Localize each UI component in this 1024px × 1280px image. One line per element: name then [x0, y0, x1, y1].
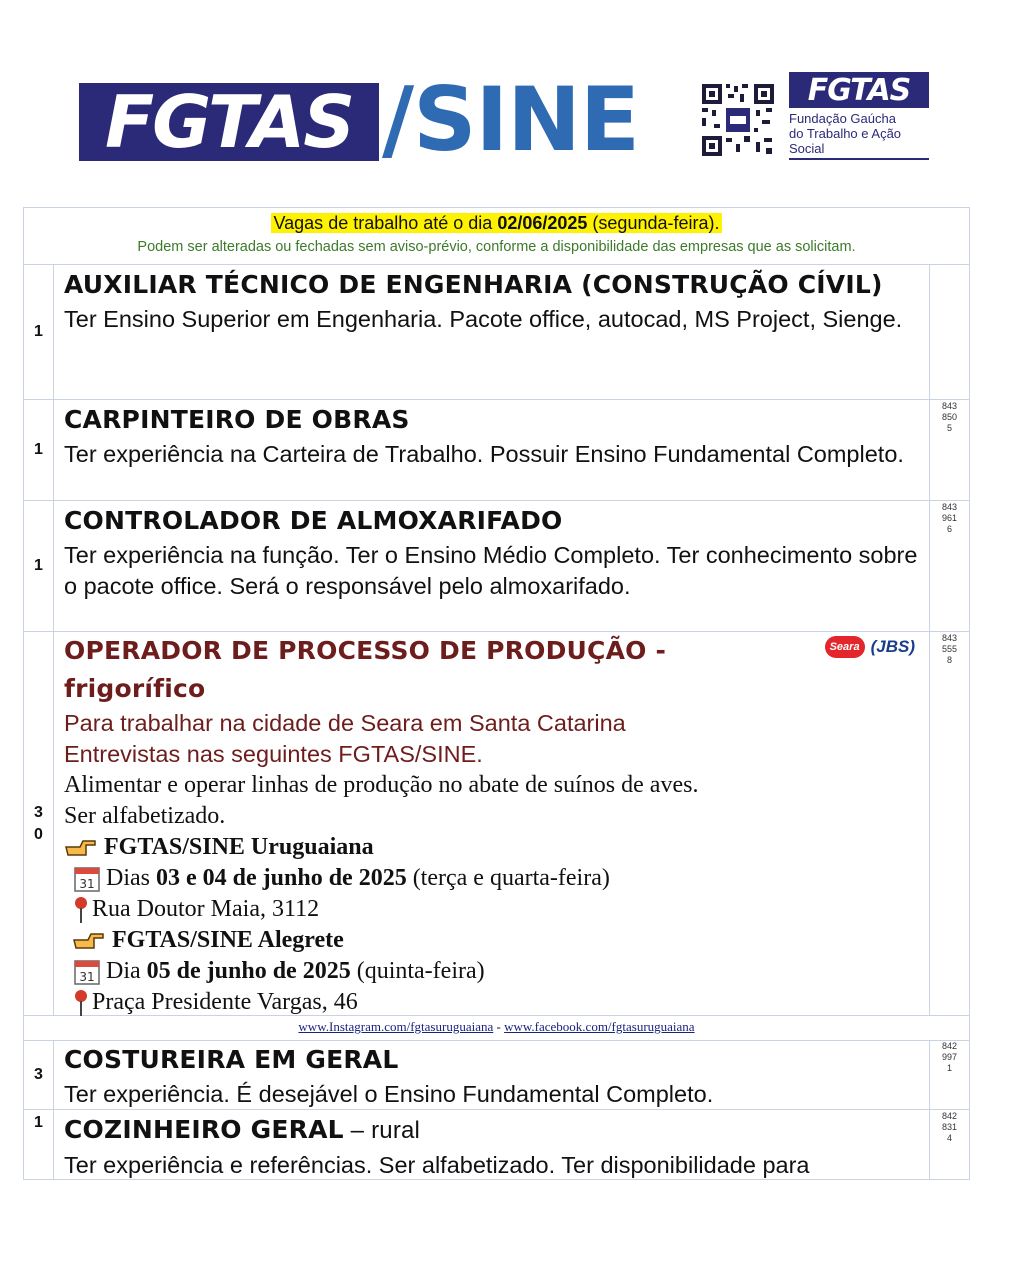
- logo-subtitle-line1: Fundação Gaúcha: [789, 111, 896, 126]
- job-content: [64, 632, 925, 1018]
- calendar-icon: [74, 959, 100, 985]
- logo-subtitle-line2: do Trabalho e Ação Social: [789, 126, 902, 156]
- fgtas-secondary-logo-box: [789, 72, 929, 108]
- social-links-row: [24, 1016, 969, 1041]
- date-bold: 05 de junho de 2025: [146, 958, 351, 984]
- fgtas-secondary-logo: [789, 72, 929, 156]
- job-code: 843 850 5: [929, 400, 969, 500]
- banner-row: [24, 208, 969, 265]
- company-logos: [825, 636, 915, 658]
- banner-highlight: [271, 213, 721, 233]
- job-quantity: 3 0: [24, 632, 54, 1015]
- job-quantity: 1: [24, 1110, 54, 1179]
- calendar-day-text: 31: [79, 970, 95, 985]
- map-pin-icon: [74, 989, 88, 1017]
- job-row: [24, 400, 969, 501]
- job-code: 843 961 6: [929, 501, 969, 631]
- location-date: [64, 956, 925, 987]
- calendar-day-text: 31: [79, 877, 95, 892]
- date-suffix: (quinta-feira): [350, 958, 485, 984]
- fgtas-secondary-logo-text: FGTAS: [807, 72, 911, 108]
- job-description: Ter experiência na função. Ter o Ensino Médio Completo. Ter conhecimento sobre o pacote office. Será o responsável pelo almoxarifado.: [64, 542, 918, 599]
- job-city-line: Para trabalhar na cidade de Seara em Santa Catarina: [64, 710, 626, 736]
- job-description: Alimentar e operar linhas de produção no abate de suínos de aves.: [64, 772, 699, 798]
- job-code: [929, 264, 969, 399]
- date-prefix: Dia: [106, 958, 147, 984]
- job-title: CONTROLADOR DE ALMOXARIFADO: [64, 506, 563, 535]
- job-row: [24, 501, 969, 632]
- job-title-suffix: – rural: [343, 1117, 421, 1144]
- jbs-logo: (JBS): [870, 637, 915, 656]
- calendar-icon: [74, 866, 100, 892]
- job-row: [24, 1110, 969, 1179]
- job-title: OPERADOR DE PROCESSO DE PRODUÇÃO -: [64, 636, 667, 665]
- banner-main: [24, 212, 969, 234]
- job-quantity: 1: [24, 400, 54, 500]
- job-content: [64, 1111, 925, 1181]
- banner-date: 02/06/2025: [497, 213, 588, 233]
- instagram-link[interactable]: www.Instagram.com/fgtasuruguaiana: [298, 1019, 494, 1034]
- job-title-sub: frigorífico: [64, 674, 206, 703]
- job-description: Ter Ensino Superior em Engenharia. Pacote office, autocad, MS Project, Sienge.: [64, 306, 903, 332]
- pointing-hand-icon: [64, 837, 98, 859]
- address-text: Rua Doutor Maia, 3112: [92, 896, 320, 922]
- map-pin-icon: [74, 896, 88, 924]
- job-code: 843 555 8: [929, 632, 969, 1015]
- date-suffix: (terça e quarta-feira): [406, 865, 610, 891]
- job-row: [24, 1040, 969, 1110]
- job-title: AUXILIAR TÉCNICO DE ENGENHARIA (CONSTRUÇÃO CÍVIL): [64, 270, 883, 299]
- job-code: 842 997 1: [929, 1040, 969, 1109]
- job-title: COSTUREIRA EM GERAL: [64, 1045, 399, 1074]
- job-title: [64, 1111, 925, 1150]
- fgtas-logo-text: FGTAS: [104, 80, 354, 164]
- job-content: [64, 266, 925, 335]
- job-quantity: 1: [24, 501, 54, 631]
- job-row: [24, 632, 969, 1016]
- location-name: [64, 925, 925, 956]
- job-description: Ter experiência. É desejável o Ensino Fundamental Completo.: [64, 1081, 714, 1107]
- banner-prefix: Vagas de trabalho até o dia: [273, 213, 498, 233]
- location-date: [64, 863, 925, 894]
- page-header: [0, 60, 1024, 180]
- jobs-table: [23, 207, 970, 1180]
- job-content: [64, 401, 925, 470]
- job-title: CARPINTEIRO DE OBRAS: [64, 405, 410, 434]
- address-text: Praça Presidente Vargas, 46: [92, 989, 358, 1015]
- job-row: [24, 264, 969, 400]
- job-description: Ter experiência e referências. Ser alfabetizado. Ter disponibilidade para: [64, 1152, 810, 1178]
- job-title-text: COZINHEIRO GERAL: [64, 1115, 344, 1144]
- fgtas-logo: [79, 80, 379, 164]
- job-quantity: 1: [24, 264, 54, 399]
- pointing-hand-icon: [72, 930, 106, 952]
- links-separator: -: [493, 1019, 505, 1034]
- job-content: [64, 502, 925, 602]
- banner-subtitle: Podem ser alteradas ou fechadas sem aviso-prévio, conforme a disponibilidade das empresas que as solicitam.: [137, 239, 856, 255]
- job-requirement: Ser alfabetizado.: [64, 803, 226, 829]
- banner-suffix: (segunda-feira).: [587, 213, 720, 233]
- location-name: [64, 832, 925, 863]
- location-name-text: FGTAS/SINE Uruguaiana: [104, 834, 374, 860]
- job-content: [64, 1041, 925, 1110]
- date-prefix: Dias: [106, 865, 156, 891]
- fgtas-secondary-logo-subtitle: [789, 111, 929, 160]
- date-bold: 03 e 04 de junho de 2025: [156, 865, 407, 891]
- qr-code-icon[interactable]: [700, 82, 776, 158]
- job-interview-line: Entrevistas nas seguintes FGTAS/SINE.: [64, 741, 483, 767]
- location-address: [64, 894, 925, 925]
- location-name-text: FGTAS/SINE Alegrete: [112, 927, 344, 953]
- sine-logo-text: /SINE: [382, 68, 640, 171]
- job-code: 842 831 4: [929, 1110, 969, 1179]
- facebook-link[interactable]: www.facebook.com/fgtasuruguaiana: [504, 1019, 695, 1034]
- job-quantity: 3: [24, 1040, 54, 1109]
- job-description: Ter experiência na Carteira de Trabalho. Possuir Ensino Fundamental Completo.: [64, 441, 904, 467]
- seara-logo: Seara: [825, 636, 865, 658]
- location-address: [64, 987, 925, 1018]
